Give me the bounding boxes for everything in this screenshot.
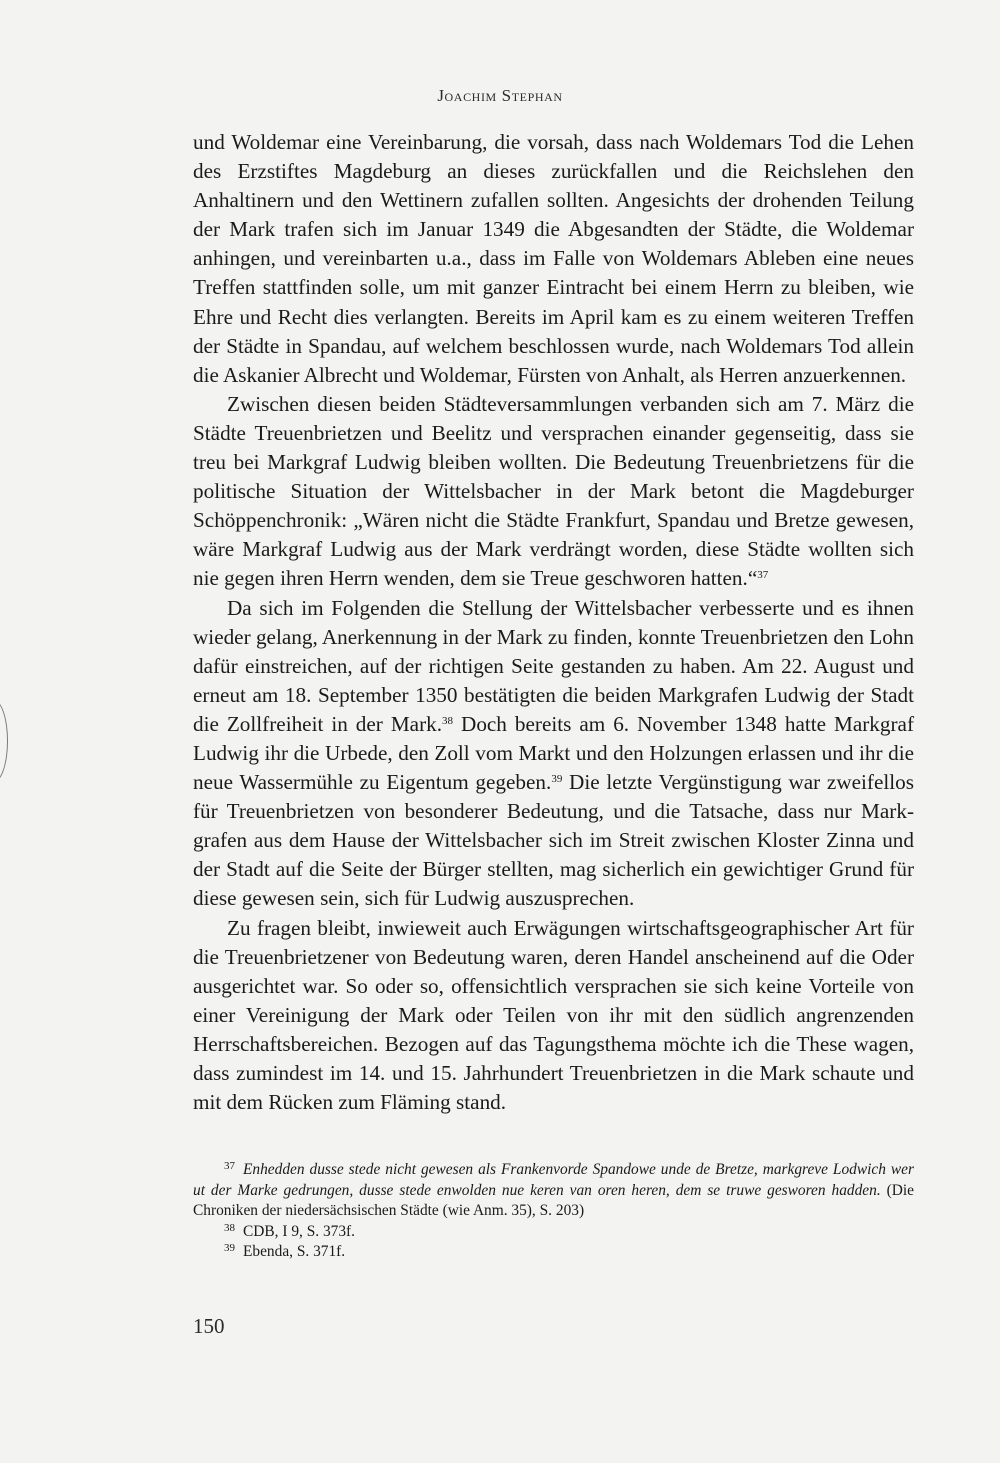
footnote-reference[interactable]: 37 [757,569,769,582]
footnote-citation: CDB, I 9, S. 373f. [243,1222,356,1240]
body-paragraph [193,914,914,1118]
paragraph-text: Zu fragen bleibt, inwieweit auch Erwägungen wirtschaftsgeographischer Art für die Treuenbrietzener von Bedeutung waren, deren Handel anscheinend auf die Oder ausgerichtet war. So oder so, offensichtlich versprachen sie sich keine Vorteile von einer Vereinigung der Mark oder Teilen von ihr mit den südlich angrenzenden Herrschaftsbereichen. Bezogen auf das Tagungsthema möchte ich die These wagen, dass zumindest im 14. und 15. Jahrhundert Treuenbrietzen in die Mark schaute und mit dem Rücken zum Fläming stand. [193,915,914,1115]
footnote-entry [193,1242,914,1263]
footnote-entry [193,1160,914,1222]
body-paragraph [193,390,914,594]
paragraph-text: Die letzte Vergünstigung war zweifellos für Treuenbrietzen von besonderer Bedeutung, und die Tatsache, dass nur Markgrafen aus dem Hause der Wittelsbacher sich im Streit zwischen Kloster Zinna und der Stadt auf die Seite der Bürger stellten, mag sicherlich ein gewichtiger Grund für diese gewesen sein, sich für Ludwig auszusprechen. [193,770,914,911]
body-paragraph [193,128,914,390]
paragraph-text: und Woldemar eine Vereinbarung, die vorsah, dass nach Woldemars Tod die Lehen des Erzstiftes Magdeburg an dieses zurückfallen und die Reichslehen den Anhaltinern und den Wettinern zufallen sollten. Angesichts der drohenden Teilung der Mark trafen sich im Januar 1349 die Abgesandten der Städte, die Woldemar anhingen, und vereinbarten u.a., dass im Falle von Woldemars Ableben eine neues Treffen stattfinden solle, um mit ganzer Eintracht bei einem Herrn zu bleiben, wie Ehre und Recht dies verlangten. Bereits im April kam es zu einem weiteren Treffen der Städte in Spandau, auf welchem beschlossen wurde, nach Woldemars Tod allein die Askanier Albrecht und Woldemar, Fürsten von Anhalt, als Herren anzuerkennen. [193,130,914,387]
footnote-number: 37 [224,1160,235,1172]
page-number: 150 [193,1314,225,1338]
paragraph-text: Doch bereits am 6. November 1348 hatte Markgraf Ludwig ihr die Urbede, den Zoll vom Markt und den Holzungen erlassen und ihr die neue Wassermühle zu Eigentum gegeben. [193,711,915,795]
running-head: Joachim Stephan [437,86,563,105]
footnote-quote: Enhedden dusse stede nicht gewesen als Frankenvorde Spandowe unde de Bretze, markgreve Lodwich wer ut der Marke gedrungen, dusse stede enwolden nue keren van oren heren, dem se truwe gesworen hadden. [193,1161,914,1199]
footnote-number: 38 [224,1221,235,1234]
footnote-citation: (Die Chroniken der niedersächsischen Städte (wie Anm. 35), S. 203) [193,1181,914,1220]
footnote-entry [193,1222,914,1243]
body-text [193,128,914,1117]
footnote-number: 39 [224,1242,235,1255]
paragraph-text: Da sich im Folgenden die Stellung der Wittelsbacher verbesserte und es ihnen wieder gelang, Anerkennung in der Mark zu finden, konnte Treuenbrietzen den Lohn dafür einstreichen, auf der richtigen Seite gestanden zu haben. Am 22. August und erneut am 18. September 1350 bestätigten die beiden Markgrafen Ludwig der Stadt die Zollfreiheit in der Mark. [193,595,914,736]
paragraph-text: Zwischen diesen beiden Städteversammlungen verbanden sich am 7. März die Städte Treuenbrietzen und Beelitz und versprachen einander gegenseitig, dass sie treu bei Markgraf Ludwig bleiben wollten. Die Bedeutung Treuenbrietzens für die politische Situation der Wittelsbacher in der Mark betont die Magdeburger Schöppenchronik: „Wären nicht die Städte Frankfurt, Spandau und Bretze gewesen, wäre Markgraf Ludwig aus der Mark verdrängt worden, diese Städte wollten sich nie gegen ihren Herrn wenden, dem sie Treue geschworen hatten.“ [193,391,914,591]
body-paragraph [193,594,914,914]
footnotes [193,1160,914,1263]
footnote-reference[interactable]: 39 [551,773,563,786]
binding-edge-mark [0,700,8,782]
footnote-reference[interactable]: 38 [442,714,454,727]
footnote-citation: Ebenda, S. 371f. [243,1243,346,1261]
